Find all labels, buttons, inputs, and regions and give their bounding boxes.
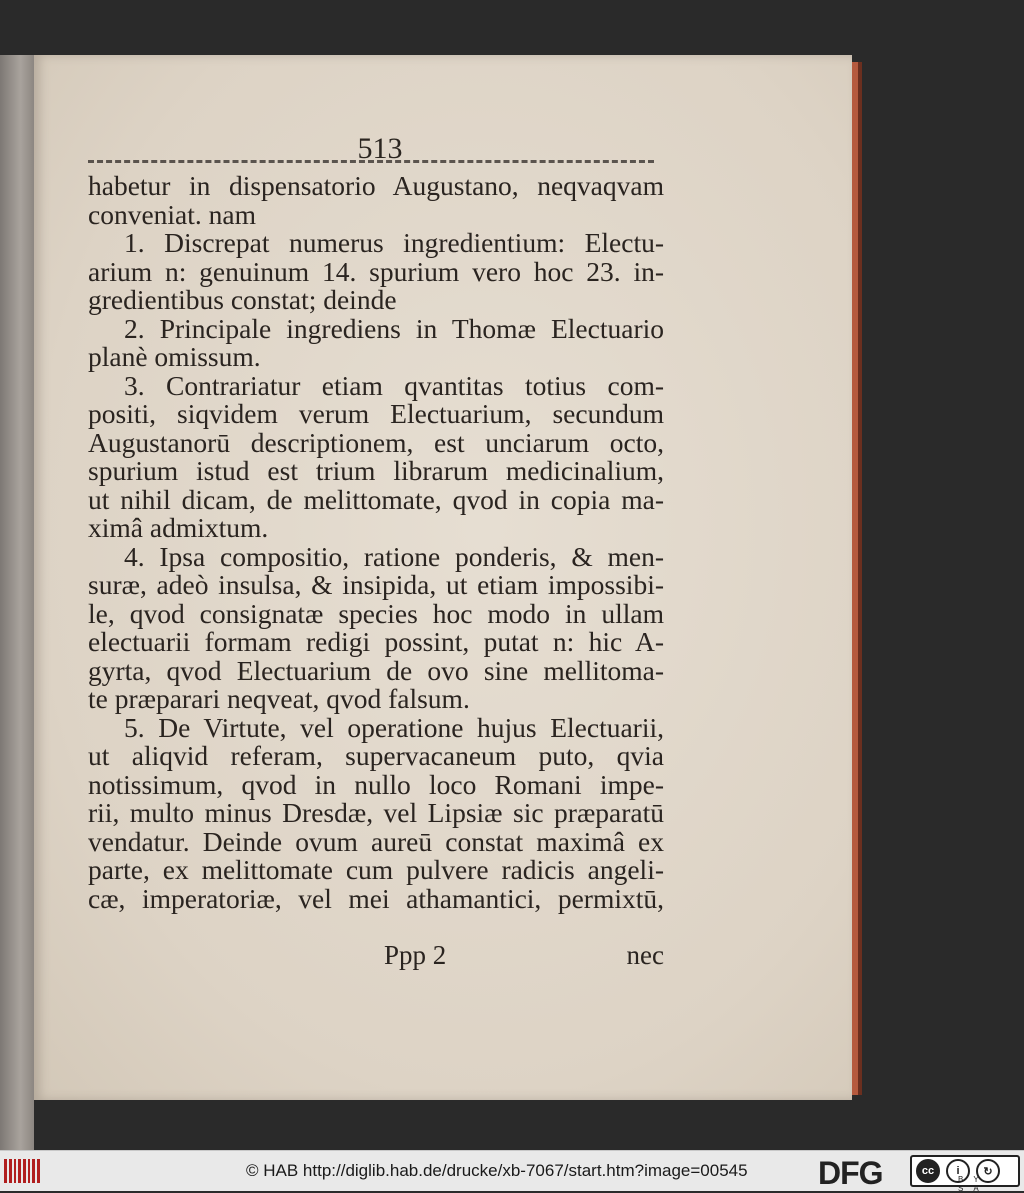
page-edge-shadow: [858, 62, 862, 1095]
text-line: 1. Discrepat numerus ingredientium: Electu-: [124, 227, 664, 258]
footer-bar: [0, 1150, 1024, 1191]
text-line: parte, ex melittomate cum pulvere radicis angeli-: [88, 854, 664, 885]
text-line: te præparari neqveat, qvod falsum.: [88, 683, 470, 714]
left-page-edge: [0, 55, 34, 1150]
cc-icon: cc: [916, 1159, 940, 1183]
text-line: ximâ admixtum.: [88, 512, 269, 543]
text-line: gyrta, qvod Electuarium de ovo sine mellitoma-: [88, 654, 664, 686]
page-footer-line: [88, 940, 664, 970]
text-line: rii, multo minus Dresdæ, vel Lipsiæ sic præparatū: [88, 797, 664, 828]
page-text: [88, 172, 664, 913]
text-line: 3. Contrariatur etiam qvantitas totius com-: [124, 369, 664, 401]
text-line: arium n: genuinum 14. spurium vero hoc 23. in-: [88, 255, 664, 287]
text-line: positi, siqvidem verum Electuarium, secundum: [88, 398, 664, 429]
text-line: spurium istud est trium librarum medicinalium,: [88, 455, 664, 486]
text-line: 2. Principale ingrediens in Thomæ Electuario: [124, 312, 664, 344]
text-line: vendatur. Deinde ovum aureū constat maximâ ex: [88, 825, 664, 857]
text-line: electuarii formam redigi possint, putat n: hic A-: [88, 626, 664, 657]
text-line: habetur in dispensatorio Augustano, neqvaqvam: [88, 170, 664, 201]
text-line: suræ, adeò insulsa, & insipida, ut etiam impossibi-: [88, 569, 664, 600]
text-line: conveniat. nam: [88, 198, 256, 230]
source-url-link[interactable]: © HAB http://diglib.hab.de/drucke/xb-7067/start.htm?image=00545: [246, 1161, 748, 1180]
signature-mark: Ppp 2: [384, 940, 447, 970]
hab-barcode-logo: [4, 1159, 40, 1183]
share-alike-icon: ↻: [976, 1159, 1000, 1183]
attribution-icon: i: [946, 1159, 970, 1183]
text-line: Augustanorū descriptionem, est unciarum octo,: [88, 426, 664, 458]
text-line: 5. De Virtute, vel operatione hujus Electuarii,: [124, 711, 664, 743]
text-line: planè omissum.: [88, 341, 261, 372]
page-number: 513: [357, 132, 403, 165]
dfg-logo: DFG: [818, 1155, 883, 1191]
text-line: ut aliqvid referam, supervacaneum puto, qvia: [88, 740, 664, 771]
text-line: ut nihil dicam, de melittomate, qvod in copia ma-: [88, 483, 664, 515]
text-line: notissimum, qvod in nullo loco Romani impe-: [88, 768, 664, 800]
cc-license-labels: BY SA: [958, 1175, 989, 1193]
text-line: cæ, imperatoriæ, vel mei athamantici, permixtū,: [88, 882, 664, 914]
text-line: 4. Ipsa compositio, ratione ponderis, & men-: [124, 540, 664, 572]
text-line: gredientibus constat; deinde: [88, 284, 397, 315]
header-rule: [88, 160, 654, 167]
text-line: le, qvod consignatæ species hoc modo in ullam: [88, 597, 664, 629]
catchword: nec: [626, 940, 664, 970]
